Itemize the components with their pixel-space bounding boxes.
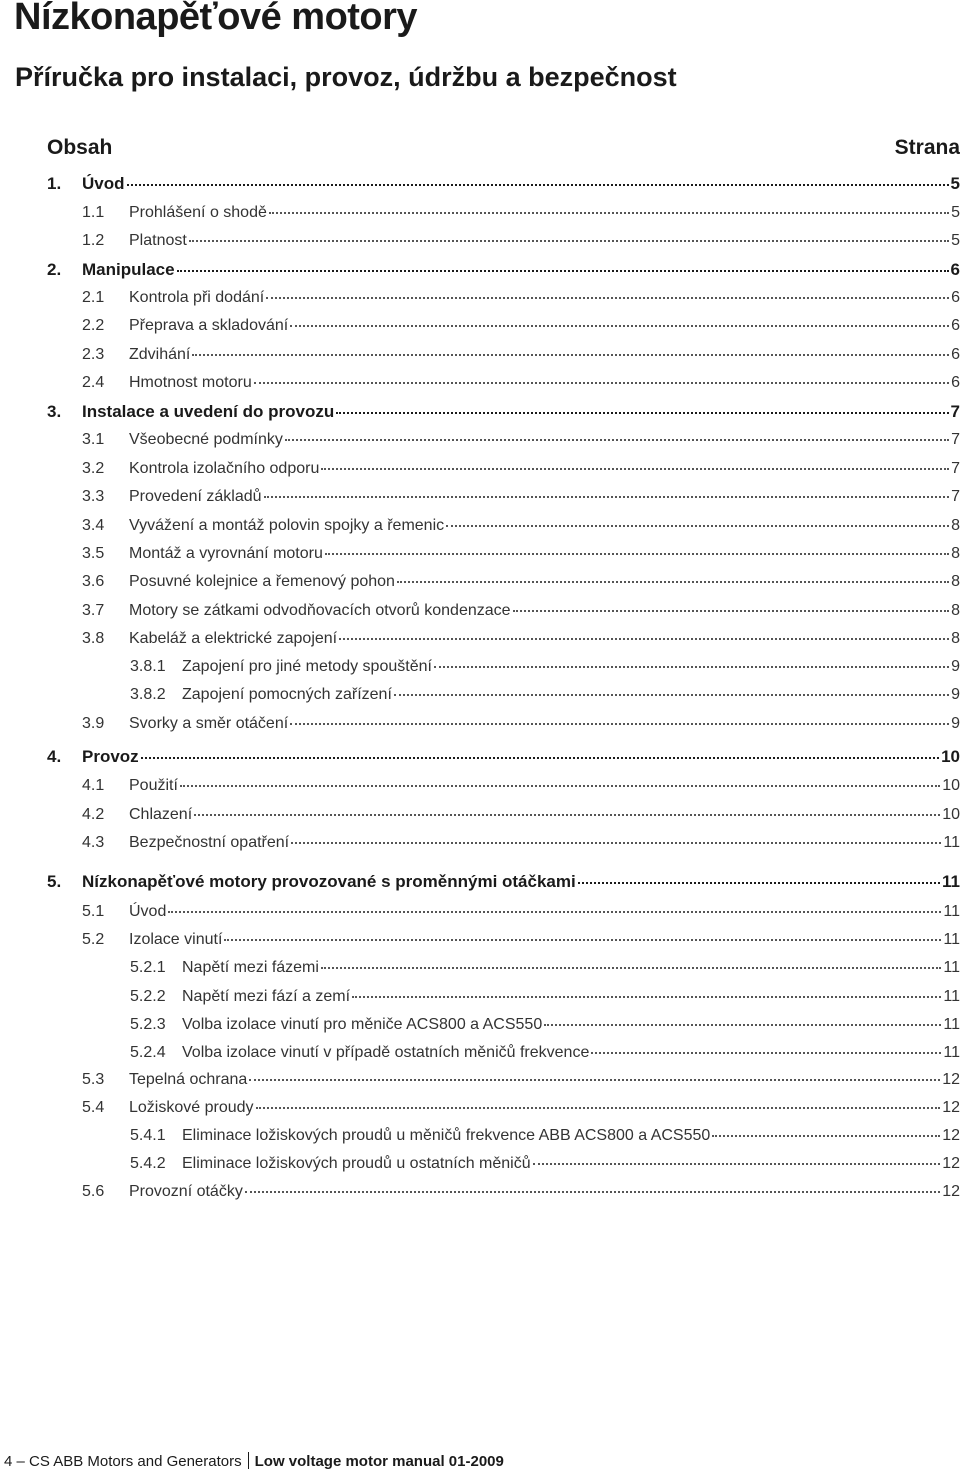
toc-dot-leader — [591, 1052, 941, 1054]
toc-entry-title: Použití — [129, 777, 178, 794]
toc-entry[interactable] — [82, 201, 960, 225]
toc-dot-leader — [513, 610, 950, 612]
toc-entry-number: 5.3 — [82, 1071, 105, 1088]
toc-dot-leader — [578, 882, 940, 884]
toc-dot-leader — [352, 996, 941, 998]
toc-entry-number: 4. — [47, 747, 62, 766]
toc-entry-number: 2.2 — [82, 317, 105, 334]
toc-dot-leader — [290, 723, 949, 725]
toc-dot-leader — [339, 638, 949, 640]
toc-dot-leader — [249, 1079, 940, 1081]
toc-entry[interactable] — [82, 712, 960, 736]
toc-entry[interactable] — [130, 985, 960, 1009]
toc-entry-number: 2.4 — [82, 374, 105, 391]
toc-entry-number: 5.2.4 — [130, 1044, 166, 1061]
toc-entry-number: 1.1 — [82, 204, 105, 221]
toc-entry[interactable] — [82, 229, 960, 253]
toc-entry-number: 3. — [47, 402, 62, 421]
toc-entry-title: Eliminace ložiskových proudů u ostatních měničů — [182, 1155, 531, 1172]
toc-entry[interactable] — [130, 1124, 960, 1148]
toc-entry-title: Tepelná ochrana — [129, 1071, 248, 1088]
toc-entry-page: 11 — [943, 834, 960, 851]
toc-entry-number: 1. — [47, 174, 62, 193]
toc-entry-page: 8 — [951, 517, 960, 534]
toc-entry-number: 5.2 — [82, 931, 105, 948]
toc-entry[interactable] — [82, 627, 960, 651]
toc-entry-page: 10 — [941, 747, 960, 766]
toc-entry[interactable] — [47, 258, 960, 282]
toc-entry-title: Motory se zátkami odvodňovacích otvorů kondenzace — [129, 602, 511, 619]
toc-entry-page: 5 — [951, 232, 960, 249]
toc-entry-number: 3.6 — [82, 573, 105, 590]
toc-entry[interactable] — [82, 514, 960, 538]
toc-entry[interactable] — [82, 900, 960, 924]
toc-entry-page: 5 — [950, 174, 960, 193]
toc-dot-leader — [177, 270, 949, 272]
toc-entry-title: Bezpečnostní opatření — [129, 834, 290, 851]
toc-dot-leader — [194, 814, 940, 816]
toc-entry[interactable] — [130, 683, 960, 707]
toc-entry-page: 8 — [951, 545, 960, 562]
toc-dot-leader — [192, 354, 949, 356]
toc-entry-title: Provedení základů — [129, 488, 262, 505]
toc-dot-leader — [397, 581, 949, 583]
toc-entry-number: 3.8.2 — [130, 686, 166, 703]
toc-entry-title: Manipulace — [82, 260, 175, 279]
toc-entry-page: 6 — [950, 260, 960, 279]
toc-entry-number: 2.3 — [82, 346, 105, 363]
toc-entry-page: 12 — [942, 1183, 960, 1200]
toc-entry-title: Provozní otáčky — [129, 1183, 243, 1200]
toc-dot-leader — [321, 468, 949, 470]
toc-entry-page: 7 — [951, 488, 960, 505]
toc-entry-title: Volba izolace vinutí pro měniče ACS800 a ACS550 — [182, 1016, 543, 1033]
toc-entry[interactable] — [82, 542, 960, 566]
toc-entry[interactable] — [130, 1013, 960, 1037]
toc-entry[interactable] — [130, 1152, 960, 1176]
toc-entry-page: 7 — [951, 431, 960, 448]
page-title: Nízkonapěťové motory — [14, 0, 418, 38]
toc-entry-page: 11 — [943, 988, 960, 1005]
toc-entry-page: 8 — [951, 602, 960, 619]
toc-entry-title: Montáž a vyrovnání motoru — [129, 545, 323, 562]
toc-entry[interactable] — [82, 831, 960, 855]
toc-entry[interactable] — [130, 1041, 960, 1065]
toc-entry-number: 4.1 — [82, 777, 105, 794]
toc-entry[interactable] — [47, 870, 960, 894]
toc-entry-title: Svorky a směr otáčení — [129, 715, 289, 732]
toc-entry-page: 6 — [951, 317, 960, 334]
toc-heading-page: Strana — [894, 136, 960, 159]
toc-entry-title: Eliminace ložiskových proudů u měničů frekvence ABB ACS800 a ACS550 — [182, 1127, 711, 1144]
toc-entry-page: 12 — [942, 1155, 960, 1172]
toc-entry-page: 10 — [942, 777, 960, 794]
toc-entry-page: 10 — [942, 806, 960, 823]
toc-entry-page: 11 — [943, 1016, 960, 1033]
toc-entry-title: Úvod — [129, 903, 167, 920]
toc-entry-title: Nízkonapěťové motory provozované s proměnnými otáčkami — [82, 872, 576, 891]
toc-entry[interactable] — [82, 343, 960, 367]
toc-entry-number: 5.4.1 — [130, 1127, 166, 1144]
toc-entry-page: 8 — [951, 630, 960, 647]
toc-entry-page: 6 — [951, 289, 960, 306]
toc-entry-number: 5.1 — [82, 903, 105, 920]
toc-entry-number: 5. — [47, 872, 62, 891]
footer-divider — [248, 1452, 249, 1469]
footer-page-info: 4 – CS ABB Motors and Generators — [4, 1453, 242, 1470]
toc-entry-title: Zdvihání — [129, 346, 191, 363]
toc-entry-title: Provoz — [82, 747, 139, 766]
toc-entry-page: 8 — [951, 573, 960, 590]
toc-entry-number: 3.1 — [82, 431, 105, 448]
page-subtitle: Příručka pro instalaci, provoz, údržbu a bezpečnost — [15, 62, 677, 92]
toc-entry[interactable] — [130, 655, 960, 679]
toc-entry-page: 6 — [951, 374, 960, 391]
toc-entry[interactable] — [82, 774, 960, 798]
toc-dot-leader — [291, 842, 941, 844]
toc-entry[interactable] — [82, 314, 960, 338]
toc-dot-leader — [264, 496, 950, 498]
toc-dot-leader — [266, 297, 949, 299]
toc-entry-number: 1.2 — [82, 232, 105, 249]
toc-entry-title: Kabeláž a elektrické zapojení — [129, 630, 338, 647]
toc-entry-page: 9 — [951, 715, 960, 732]
toc-dot-leader — [168, 911, 941, 913]
toc-entry-title: Hmotnost motoru — [129, 374, 252, 391]
toc-dot-leader — [189, 240, 949, 242]
footer-manual-title: Low voltage motor manual 01-2009 — [254, 1453, 504, 1470]
toc-entry[interactable] — [82, 1068, 960, 1092]
toc-heading-contents: Obsah — [47, 136, 113, 159]
toc-entry-page: 11 — [943, 903, 960, 920]
toc-entry-number: 2. — [47, 260, 62, 279]
toc-entry-title: Zapojení pro jiné metody spouštění — [182, 658, 432, 675]
toc-entry[interactable] — [47, 745, 960, 769]
toc-entry-number: 3.5 — [82, 545, 105, 562]
toc-entry[interactable] — [82, 485, 960, 509]
toc-entry-number: 5.4 — [82, 1099, 105, 1116]
toc-dot-leader — [127, 184, 949, 186]
toc-entry[interactable] — [82, 371, 960, 395]
toc-entry-page: 12 — [942, 1099, 960, 1116]
toc-entry-title: Kontrola při dodání — [129, 289, 265, 306]
toc-dot-leader — [245, 1191, 940, 1193]
toc-entry-title: Napětí mezi fázemi — [182, 959, 319, 976]
toc-entry-page: 5 — [951, 204, 960, 221]
toc-entry[interactable] — [82, 1096, 960, 1120]
toc-entry-page: 7 — [950, 402, 960, 421]
toc-dot-leader — [394, 694, 949, 696]
toc-dot-leader — [180, 785, 940, 787]
toc-dot-leader — [290, 325, 949, 327]
toc-dot-leader — [254, 382, 949, 384]
toc-entry-number: 5.6 — [82, 1183, 105, 1200]
toc-entry[interactable] — [82, 428, 960, 452]
toc-entry-title: Ložiskové proudy — [129, 1099, 254, 1116]
toc-entry-page: 12 — [942, 1127, 960, 1144]
toc-entry-page: 11 — [942, 872, 960, 891]
toc-entry[interactable] — [82, 599, 960, 623]
toc-entry-page: 9 — [951, 658, 960, 675]
page-footer — [4, 1452, 504, 1470]
toc-entry-number: 3.3 — [82, 488, 105, 505]
toc-entry[interactable] — [130, 956, 960, 980]
toc-dot-leader — [533, 1163, 941, 1165]
toc-entry-title: Zapojení pomocných zařízení — [182, 686, 392, 703]
toc-dot-leader — [544, 1024, 941, 1026]
toc-dot-leader — [269, 212, 949, 214]
toc-dot-leader — [224, 939, 941, 941]
toc-entry-number: 3.9 — [82, 715, 105, 732]
toc-entry-page: 11 — [943, 1044, 960, 1061]
toc-dot-leader — [336, 412, 948, 414]
toc-entry-page: 9 — [951, 686, 960, 703]
toc-entry-title: Izolace vinutí — [129, 931, 223, 948]
toc-entry-title: Platnost — [129, 232, 187, 249]
toc-entry[interactable] — [82, 457, 960, 481]
toc-entry-title: Instalace a uvedení do provozu — [82, 402, 335, 421]
toc-entry-title: Posuvné kolejnice a řemenový pohon — [129, 573, 395, 590]
toc-entry-title: Kontrola izolačního odporu — [129, 460, 320, 477]
toc-entry-title: Chlazení — [129, 806, 193, 823]
toc-entry-title: Vyvážení a montáž polovin spojky a řemenic — [129, 517, 445, 534]
toc-entry-number: 3.8.1 — [130, 658, 166, 675]
toc-header — [47, 136, 960, 164]
toc-entry-number: 5.4.2 — [130, 1155, 166, 1172]
toc-entry[interactable] — [82, 803, 960, 827]
toc-entry[interactable] — [47, 400, 960, 424]
toc-entry-title: Volba izolace vinutí v případě ostatních měničů frekvence — [182, 1044, 590, 1061]
toc-entry-title: Napětí mezi fází a zemí — [182, 988, 351, 1005]
toc-entry-page: 11 — [943, 959, 960, 976]
toc-entry-title: Úvod — [82, 174, 125, 193]
toc-entry-number: 3.8 — [82, 630, 105, 647]
toc-entry-page: 6 — [951, 346, 960, 363]
toc-entry-page: 12 — [942, 1071, 960, 1088]
toc-entry-number: 2.1 — [82, 289, 105, 306]
toc-entry-number: 3.4 — [82, 517, 105, 534]
toc-dot-leader — [434, 666, 949, 668]
toc-entry-number: 3.7 — [82, 602, 105, 619]
toc-entry-number: 4.3 — [82, 834, 105, 851]
toc-dot-leader — [325, 553, 949, 555]
toc-entry-number: 5.2.2 — [130, 988, 166, 1005]
toc-dot-leader — [141, 757, 939, 759]
toc-entry-number: 3.2 — [82, 460, 105, 477]
toc-entry-number: 5.2.3 — [130, 1016, 166, 1033]
toc-entry[interactable] — [82, 1180, 960, 1204]
toc-dot-leader — [321, 967, 941, 969]
toc-dot-leader — [446, 525, 949, 527]
toc-entry-page: 7 — [951, 460, 960, 477]
toc-entry-number: 5.2.1 — [130, 959, 166, 976]
toc-entry[interactable] — [82, 928, 960, 952]
toc-entry-title: Prohlášení o shodě — [129, 204, 267, 221]
toc-entry[interactable] — [82, 286, 960, 310]
toc-entry-title: Všeobecné podmínky — [129, 431, 283, 448]
toc-dot-leader — [712, 1135, 940, 1137]
toc-entry[interactable] — [47, 172, 960, 196]
toc-entry-number: 4.2 — [82, 806, 105, 823]
toc-entry-title: Přeprava a skladování — [129, 317, 289, 334]
toc-entry[interactable] — [82, 570, 960, 594]
toc-entry-page: 11 — [943, 931, 960, 948]
toc-dot-leader — [256, 1107, 941, 1109]
toc-dot-leader — [285, 439, 949, 441]
